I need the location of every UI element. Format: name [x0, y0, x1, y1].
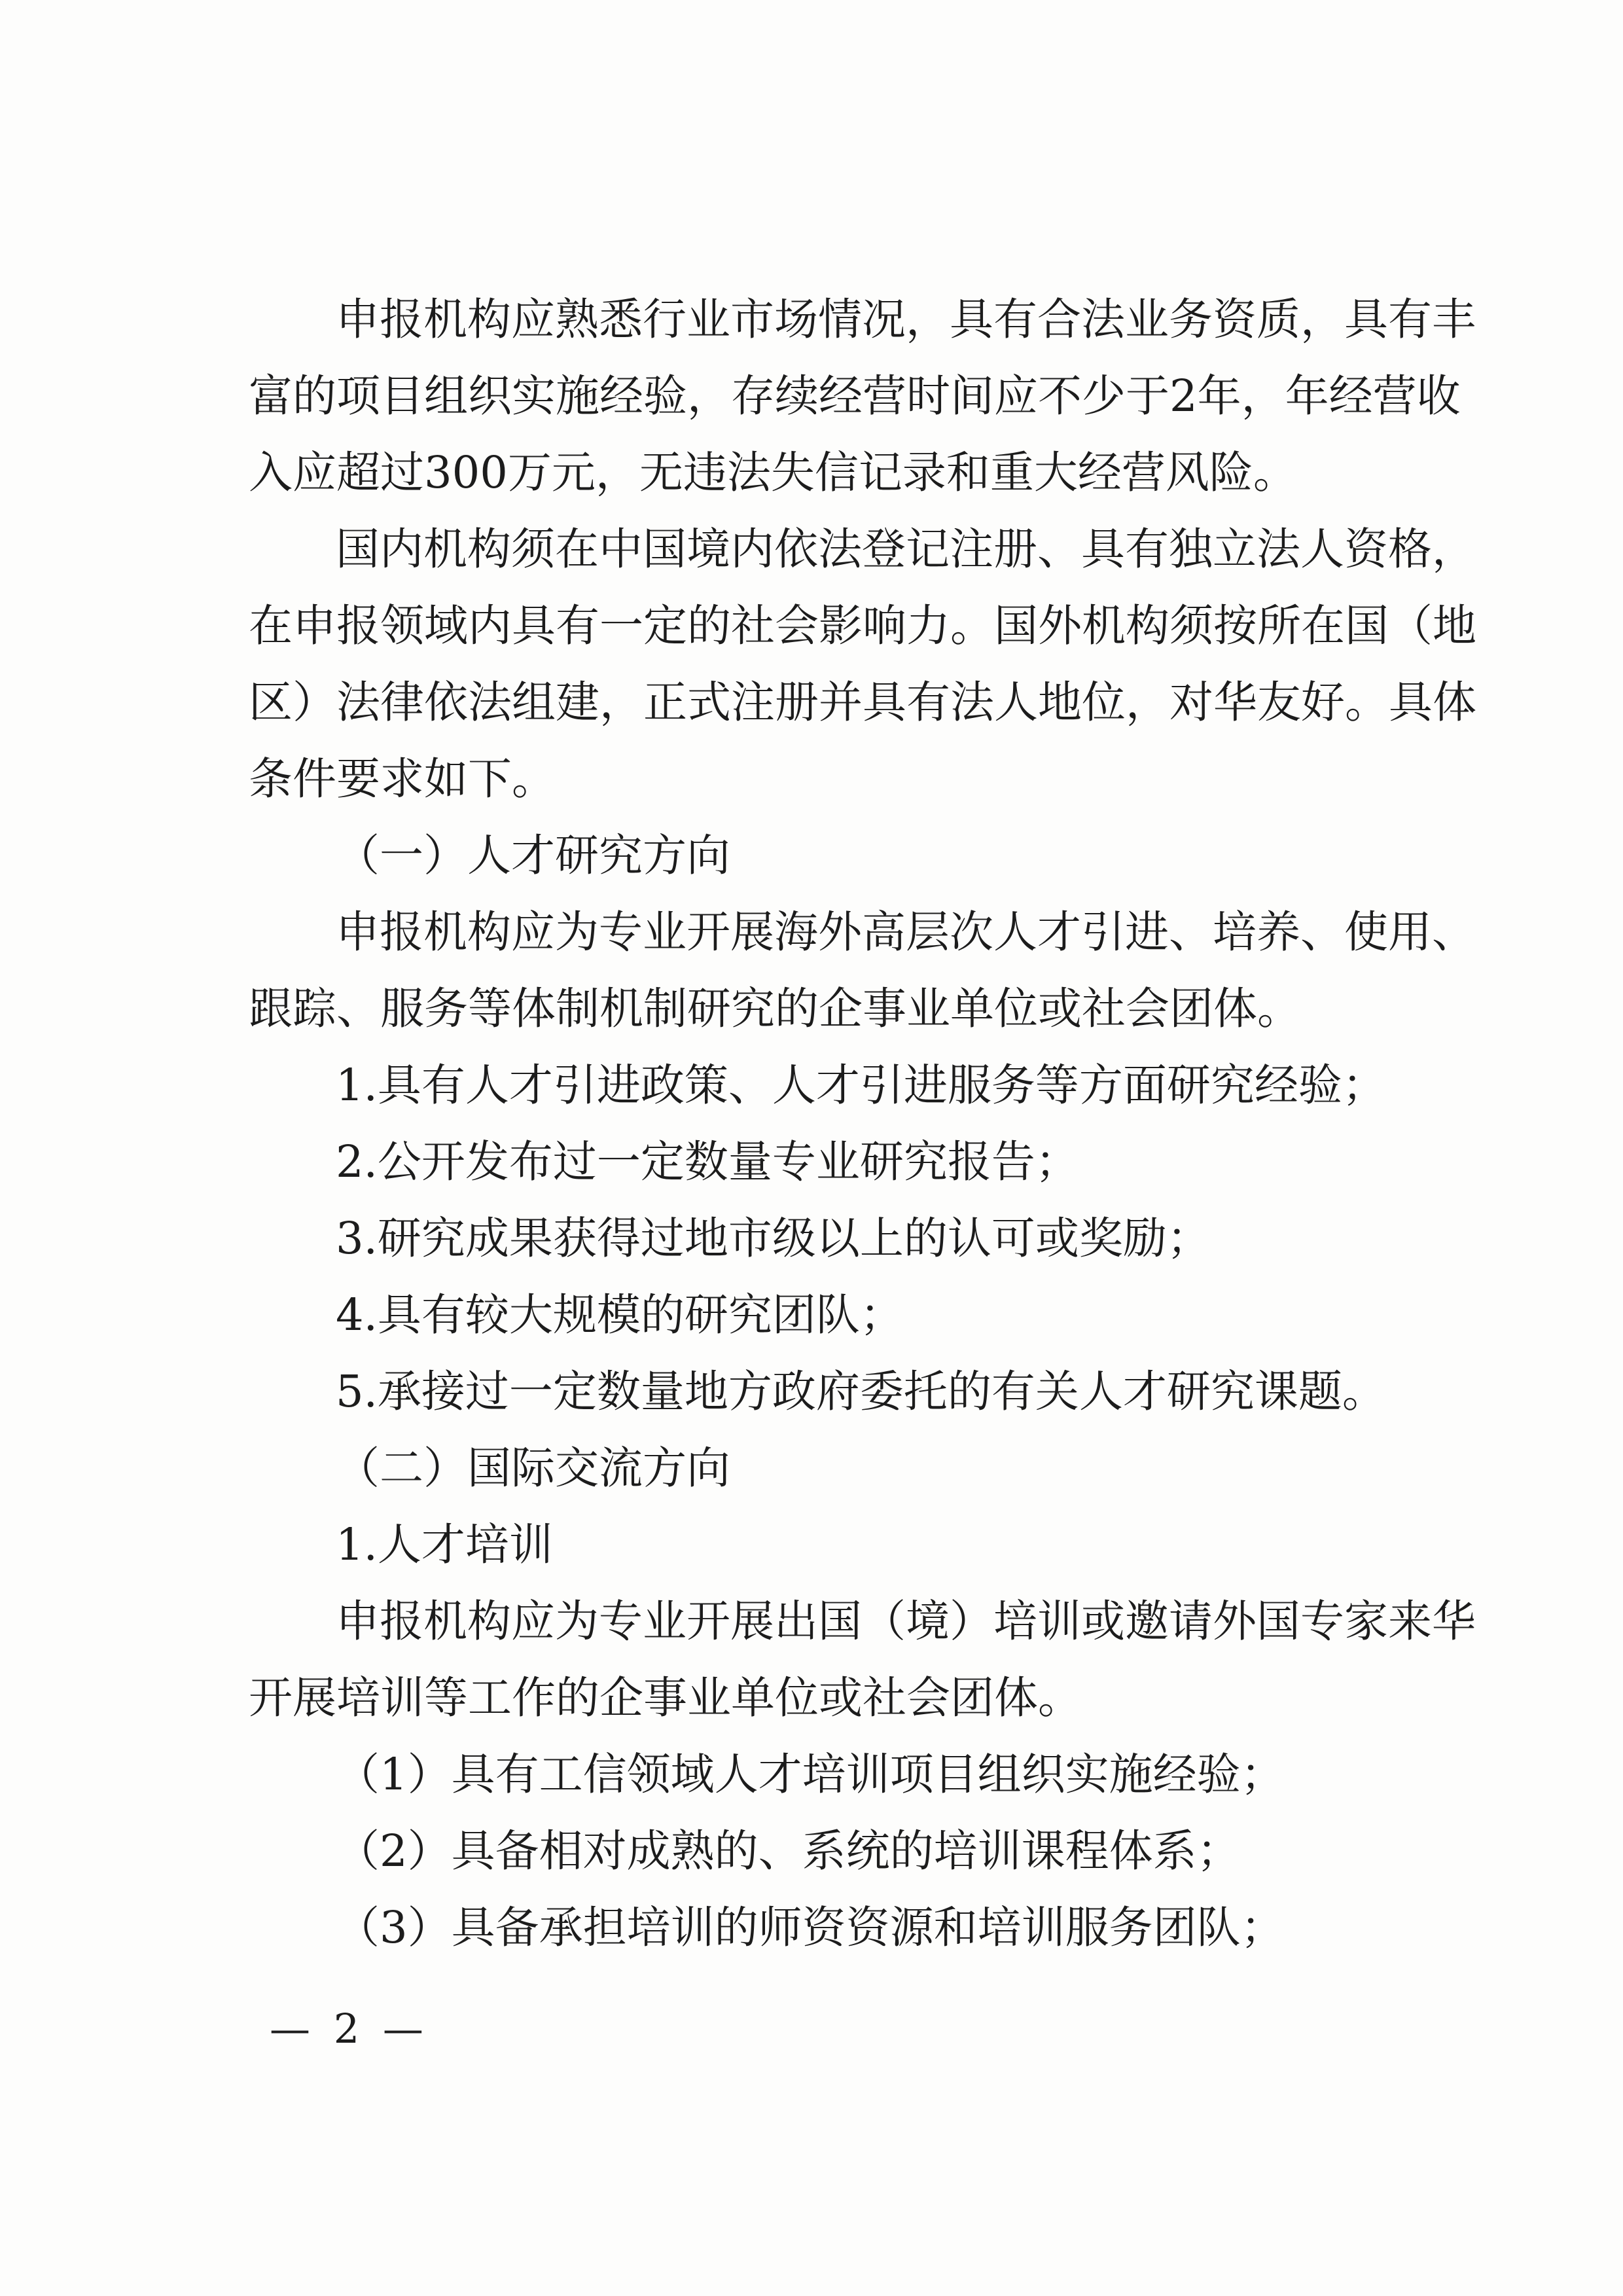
paragraph-line: 跟踪、服务等体制机制研究的企事业单位或社会团体。 [249, 983, 1301, 1034]
list-item: 3.研究成果获得过地市级以上的认可或奖励； [336, 1213, 1211, 1264]
paragraph-line: 申报机构应熟悉行业市场情况，具有合法业务资质，具有丰 [336, 294, 1476, 345]
paragraph-line: 申报机构应为专业开展海外高层次人才引进、培养、使用、 [336, 906, 1476, 958]
paragraph-line: 条件要求如下。 [249, 753, 556, 804]
paragraph-line: 申报机构应为专业开展出国（境）培训或邀请外国专家来华 [336, 1596, 1476, 1647]
list-item: （2）具备相对成熟的、系统的培训课程体系； [336, 1825, 1241, 1876]
document-body [249, 281, 1476, 1966]
list-item: （1）具有工信领域人才培训项目组织实施经验； [336, 1749, 1285, 1800]
list-item: （3）具备承担培训的师资资源和培训服务团队； [336, 1902, 1285, 1953]
section-heading: （二）国际交流方向 [336, 1443, 730, 1494]
list-item: 2.公开发布过一定数量专业研究报告； [336, 1136, 1079, 1187]
paragraph-line: 富的项目组织实施经验，存续经营时间应不少于2年，年经营收 [249, 370, 1461, 422]
paragraph-line: 入应超过300万元，无违法失信记录和重大经营风险。 [249, 447, 1297, 498]
paragraph-line: 区）法律依法组建，正式注册并具有法人地位，对华友好。具体 [249, 677, 1476, 728]
paragraph-line: 开展培训等工作的企事业单位或社会团体。 [249, 1672, 1082, 1723]
paragraph-line: 国内机构须在中国境内依法登记注册、具有独立法人资格， [336, 524, 1476, 575]
paragraph-line: 在申报领域内具有一定的社会影响力。国外机构须按所在国（地 [249, 600, 1476, 651]
page-number: — 2 — [270, 2005, 429, 2053]
subsection-heading: 1.人才培训 [336, 1519, 553, 1570]
section-heading: （一）人才研究方向 [336, 830, 730, 881]
list-item: 4.具有较大规模的研究团队； [336, 1289, 904, 1340]
list-item: 1.具有人才引进政策、人才引进服务等方面研究经验； [336, 1060, 1386, 1111]
list-item: 5.承接过一定数量地方政府委托的有关人才研究课题。 [336, 1366, 1386, 1417]
